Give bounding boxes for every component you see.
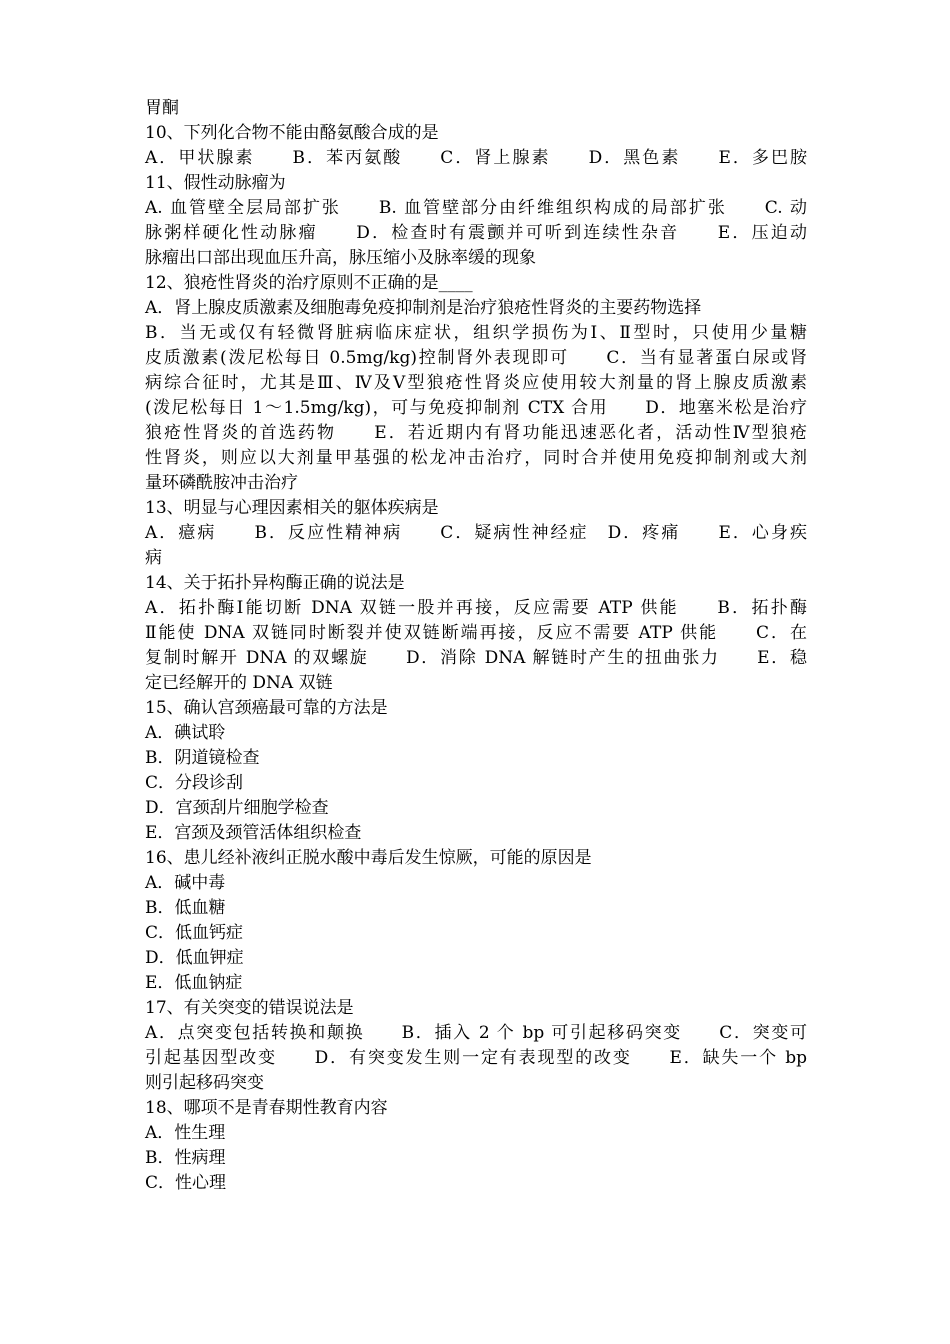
- question-12-options: 性肾炎，则应以大剂量甲基强的松龙冲击治疗，同时合并使用免疫抑制剂或大剂: [145, 448, 807, 468]
- question-12-options: A．肾上腺皮质激素及细胞毒免疫抑制剂是治疗狼疮性肾炎的主要药物选择: [145, 298, 702, 318]
- question-14-options: Ⅱ能使 DNA 双链同时断裂并使双链断端再接，反应不需要 ATP 供能 C．在: [145, 623, 807, 643]
- question-16-title: 16、患儿经补液纠正脱水酸中毒后发生惊厥，可能的原因是: [145, 848, 592, 868]
- question-15-option-d: D．宫颈刮片细胞学检查: [145, 798, 329, 818]
- question-11-options: 脉粥样硬化性动脉瘤 D．检查时有震颤并可听到连续性杂音 E．压迫动: [145, 223, 807, 243]
- question-12-title: 12、狼疮性肾炎的治疗原则不正确的是____: [145, 273, 473, 293]
- question-10-title: 10、下列化合物不能由酪氨酸合成的是: [145, 123, 439, 143]
- question-14-options: 复制时解开 DNA 的双螺旋 D．消除 DNA 解链时产生的扭曲张力 E．稳: [145, 648, 807, 668]
- question-16-option-e: E．低血钠症: [145, 973, 243, 993]
- question-13-options: 病: [145, 548, 162, 568]
- question-15-option-a: A．碘试聆: [145, 723, 226, 743]
- question-16-option-b: B．低血糖: [145, 898, 226, 918]
- question-12-options: 皮质激素(泼尼松每日 0.5mg/kg)控制肾外表现即可 C．当有显著蛋白尿或肾: [145, 348, 807, 368]
- question-17-title: 17、有关突变的错误说法是: [145, 998, 354, 1018]
- question-17-options: A．点突变包括转换和颠换 B．插入 2 个 bp 可引起移码突变 C．突变可: [145, 1023, 807, 1043]
- text-line: 胃酮: [145, 98, 179, 118]
- question-11-title: 11、假性动脉瘤为: [145, 173, 286, 193]
- question-14-options: A．拓扑酶Ⅰ能切断 DNA 双链一股并再接，反应需要 ATP 供能 B．拓扑酶: [145, 598, 807, 618]
- question-12-options: 病综合征时，尤其是Ⅲ、Ⅳ及Ⅴ型狼疮性肾炎应使用较大剂量的肾上腺皮质激素: [145, 373, 807, 393]
- question-18-title: 18、哪项不是青春期性教育内容: [145, 1098, 388, 1118]
- question-10-options: A．甲状腺素 B．苯丙氨酸 C．肾上腺素 D．黑色素 E．多巴胺: [145, 148, 807, 168]
- question-13-options: A．癔病 B．反应性精神病 C．疑病性神经症 D．疼痛 E．心身疾: [145, 523, 807, 543]
- question-18-option-b: B．性病理: [145, 1148, 226, 1168]
- question-18-option-a: A．性生理: [145, 1123, 226, 1143]
- question-15-option-e: E．宫颈及颈管活体组织检查: [145, 823, 362, 843]
- question-17-options: 则引起移码突变: [145, 1073, 264, 1093]
- question-15-option-c: C．分段诊刮: [145, 773, 244, 793]
- question-12-options: 量环磷酰胺冲击治疗: [145, 473, 298, 493]
- question-12-options: 狼疮性肾炎的首选药物 E．若近期内有肾功能迅速恶化者，活动性Ⅳ型狼疮: [145, 423, 807, 443]
- question-12-options: (泼尼松每日 1～1.5mg/kg)，可与免疫抑制剂 CTX 合用 D．地塞米松是治疗: [145, 398, 807, 418]
- question-16-option-c: C．低血钙症: [145, 923, 244, 943]
- question-17-options: 引起基因型改变 D．有突变发生则一定有表现型的改变 E．缺失一个 bp: [145, 1048, 807, 1068]
- document-body: [145, 96, 807, 1196]
- question-14-options: 定已经解开的 DNA 双链: [145, 673, 333, 693]
- question-18-option-c: C．性心理: [145, 1173, 227, 1193]
- question-16-option-d: D．低血钾症: [145, 948, 244, 968]
- question-15-option-b: B．阴道镜检查: [145, 748, 260, 768]
- question-14-title: 14、关于拓扑异构酶正确的说法是: [145, 573, 405, 593]
- question-15-title: 15、确认宫颈癌最可靠的方法是: [145, 698, 388, 718]
- question-13-title: 13、明显与心理因素相关的躯体疾病是: [145, 498, 439, 518]
- question-16-option-a: A．碱中毒: [145, 873, 226, 893]
- question-11-options: 脉瘤出口部出现血压升高，脉压缩小及脉率缓的现象: [145, 248, 536, 268]
- question-12-options: B．当无或仅有轻微肾脏病临床症状，组织学损伤为Ⅰ、Ⅱ型时，只使用少量糖: [145, 323, 807, 343]
- question-11-options: A. 血管壁全层局部扩张 B. 血管壁部分由纤维组织构成的局部扩张 C. 动: [145, 198, 807, 218]
